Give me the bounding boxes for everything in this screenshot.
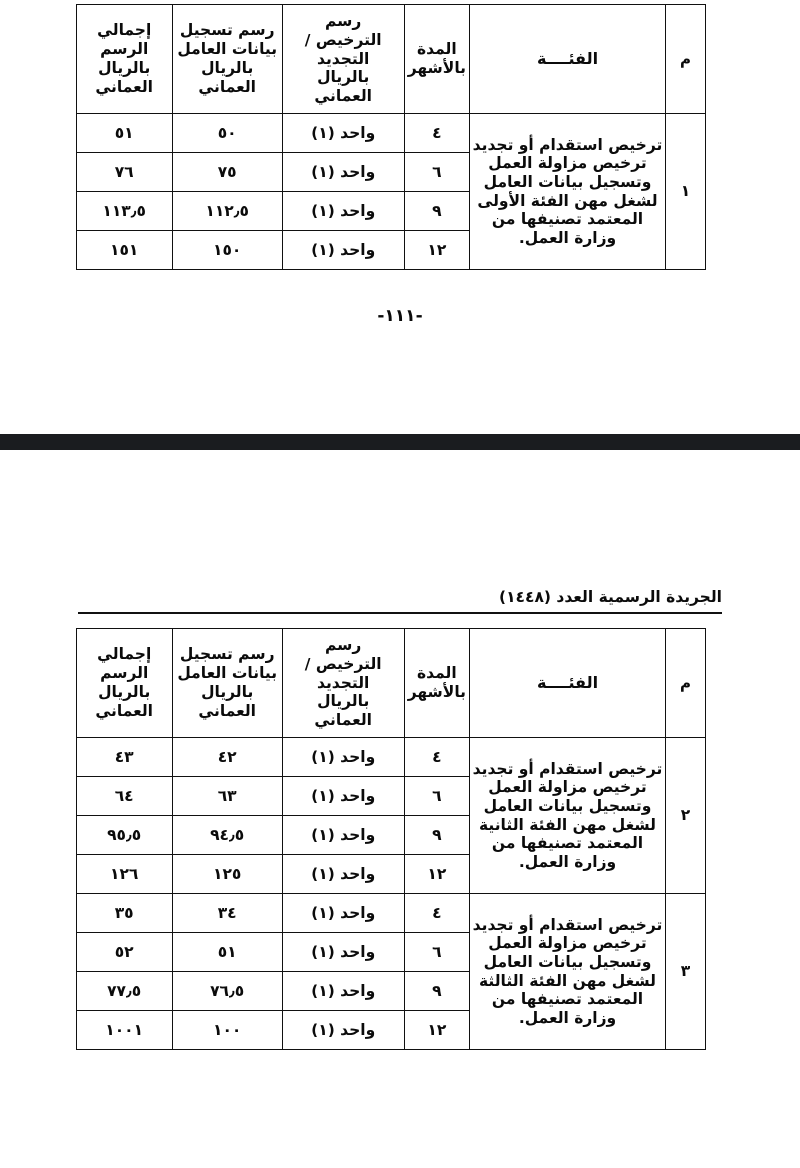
register-line-1: رسم تسجيل [179, 645, 275, 664]
cell-license-fee: واحد (١) [282, 153, 404, 192]
cell-registration-fee: ٧٦٫٥ [172, 972, 282, 1011]
cell-total-fee: ٧٧٫٥ [76, 972, 172, 1011]
cell-license-fee: واحد (١) [282, 816, 404, 855]
total-line-3: بالريال [98, 683, 151, 701]
table-body [76, 114, 705, 270]
column-header-category: الفئــــة [470, 5, 666, 114]
gazette-header-rule [78, 612, 722, 614]
register-line-3: بالريال [201, 683, 254, 701]
table-row [76, 114, 705, 153]
column-header-serial: م [666, 5, 706, 114]
cell-duration: ١٢ [404, 855, 469, 894]
register-line-2: بيانات العامل [177, 664, 278, 683]
register-line-1: رسم تسجيل [179, 21, 275, 40]
fee-table-first-category [76, 4, 706, 270]
license-line-2: الترخيص / [304, 30, 382, 49]
license-line-1: رسم [325, 11, 362, 30]
cell-duration: ٤ [404, 738, 469, 777]
license-line-4: بالريال العماني [314, 68, 372, 106]
total-line-4: العماني [95, 701, 153, 720]
total-line-1: إجمالي [97, 21, 152, 40]
column-header-license-fee [282, 5, 404, 114]
total-line-2: الرسم [100, 40, 149, 59]
cell-license-fee: واحد (١) [282, 231, 404, 270]
cell-total-fee: ١٠٠١ [76, 1011, 172, 1050]
cell-registration-fee: ٥٠ [172, 114, 282, 153]
cell-registration-fee: ١١٢٫٥ [172, 192, 282, 231]
cell-duration: ٦ [404, 933, 469, 972]
table-body [76, 738, 705, 1050]
table-row [76, 894, 705, 933]
cell-duration: ٩ [404, 192, 469, 231]
column-header-serial: م [666, 629, 706, 738]
scan-separator-bar [0, 434, 800, 450]
cell-serial: ٢ [666, 738, 706, 894]
cell-total-fee: ٣٥ [76, 894, 172, 933]
cell-license-fee: واحد (١) [282, 114, 404, 153]
column-header-duration [404, 629, 469, 738]
license-line-1: رسم [325, 635, 362, 654]
cell-total-fee: ٥٢ [76, 933, 172, 972]
cell-duration: ٦ [404, 153, 469, 192]
license-line-2: الترخيص / [304, 654, 382, 673]
register-line-4: العماني [198, 701, 256, 720]
duration-line-2: بالأشهر [407, 59, 466, 77]
duration-line-1: المدة [417, 40, 457, 59]
cell-registration-fee: ١٠٠ [172, 1011, 282, 1050]
cell-total-fee: ٧٦ [76, 153, 172, 192]
cell-duration: ٦ [404, 777, 469, 816]
cell-category: ترخيص استقدام أو تجديد ترخيص مزاولة العمل وتسجيل بيانات العامل لشغل مهن الفئة الثالثة المعتمد تصنيفها من وزارة العمل. [470, 894, 666, 1050]
total-line-3: بالريال [98, 59, 151, 77]
cell-license-fee: واحد (١) [282, 894, 404, 933]
cell-license-fee: واحد (١) [282, 192, 404, 231]
cell-registration-fee: ١٥٠ [172, 231, 282, 270]
cell-duration: ٤ [404, 114, 469, 153]
cell-registration-fee: ٦٣ [172, 777, 282, 816]
column-header-duration [404, 5, 469, 114]
cell-duration: ١٢ [404, 231, 469, 270]
column-header-license-fee [282, 629, 404, 738]
page-number: -١١١- [377, 306, 423, 326]
column-header-total-fee [76, 629, 172, 738]
cell-license-fee: واحد (١) [282, 777, 404, 816]
column-header-registration-fee [172, 629, 282, 738]
cell-license-fee: واحد (١) [282, 1011, 404, 1050]
table-header-row [76, 5, 705, 114]
table-header-row [76, 629, 705, 738]
cell-total-fee: ١٥١ [76, 231, 172, 270]
cell-total-fee: ١٢٦ [76, 855, 172, 894]
cell-duration: ١٢ [404, 1011, 469, 1050]
cell-duration: ٩ [404, 972, 469, 1011]
cell-total-fee: ٥١ [76, 114, 172, 153]
cell-license-fee: واحد (١) [282, 972, 404, 1011]
license-line-3: التجديد [317, 49, 370, 68]
cell-total-fee: ٤٣ [76, 738, 172, 777]
cell-total-fee: ٦٤ [76, 777, 172, 816]
cell-registration-fee: ٥١ [172, 933, 282, 972]
cell-category: ترخيص استقدام أو تجديد ترخيص مزاولة العمل وتسجيل بيانات العامل لشغل مهن الفئة الثانية المعتمد تصنيفها من وزارة العمل. [470, 738, 666, 894]
cell-license-fee: واحد (١) [282, 933, 404, 972]
cell-duration: ٩ [404, 816, 469, 855]
duration-line-1: المدة [417, 664, 457, 683]
cell-category: ترخيص استقدام أو تجديد ترخيص مزاولة العمل وتسجيل بيانات العامل لشغل مهن الفئة الأولى المعتمد تصنيفها من وزارة العمل. [470, 114, 666, 270]
total-line-1: إجمالي [97, 645, 152, 664]
column-header-total-fee [76, 5, 172, 114]
cell-registration-fee: ٧٥ [172, 153, 282, 192]
gazette-running-header: الجريدة الرسمية العدد (١٤٤٨) [498, 588, 722, 606]
license-line-3: التجديد [317, 673, 370, 692]
column-header-registration-fee [172, 5, 282, 114]
total-line-4: العماني [95, 77, 153, 96]
duration-line-2: بالأشهر [407, 683, 466, 701]
cell-serial: ٣ [666, 894, 706, 1050]
cell-duration: ٤ [404, 894, 469, 933]
cell-serial: ١ [666, 114, 706, 270]
cell-license-fee: واحد (١) [282, 855, 404, 894]
column-header-category: الفئــــة [470, 629, 666, 738]
cell-total-fee: ٩٥٫٥ [76, 816, 172, 855]
register-line-3: بالريال [201, 59, 254, 77]
cell-total-fee: ١١٣٫٥ [76, 192, 172, 231]
register-line-4: العماني [198, 77, 256, 96]
cell-registration-fee: ١٢٥ [172, 855, 282, 894]
register-line-2: بيانات العامل [177, 40, 278, 59]
cell-registration-fee: ٤٢ [172, 738, 282, 777]
cell-license-fee: واحد (١) [282, 738, 404, 777]
total-line-2: الرسم [100, 664, 149, 683]
cell-registration-fee: ٩٤٫٥ [172, 816, 282, 855]
license-line-4: بالريال العماني [314, 692, 372, 730]
fee-table-second-third-category [76, 628, 706, 1050]
cell-registration-fee: ٣٤ [172, 894, 282, 933]
table-row [76, 738, 705, 777]
